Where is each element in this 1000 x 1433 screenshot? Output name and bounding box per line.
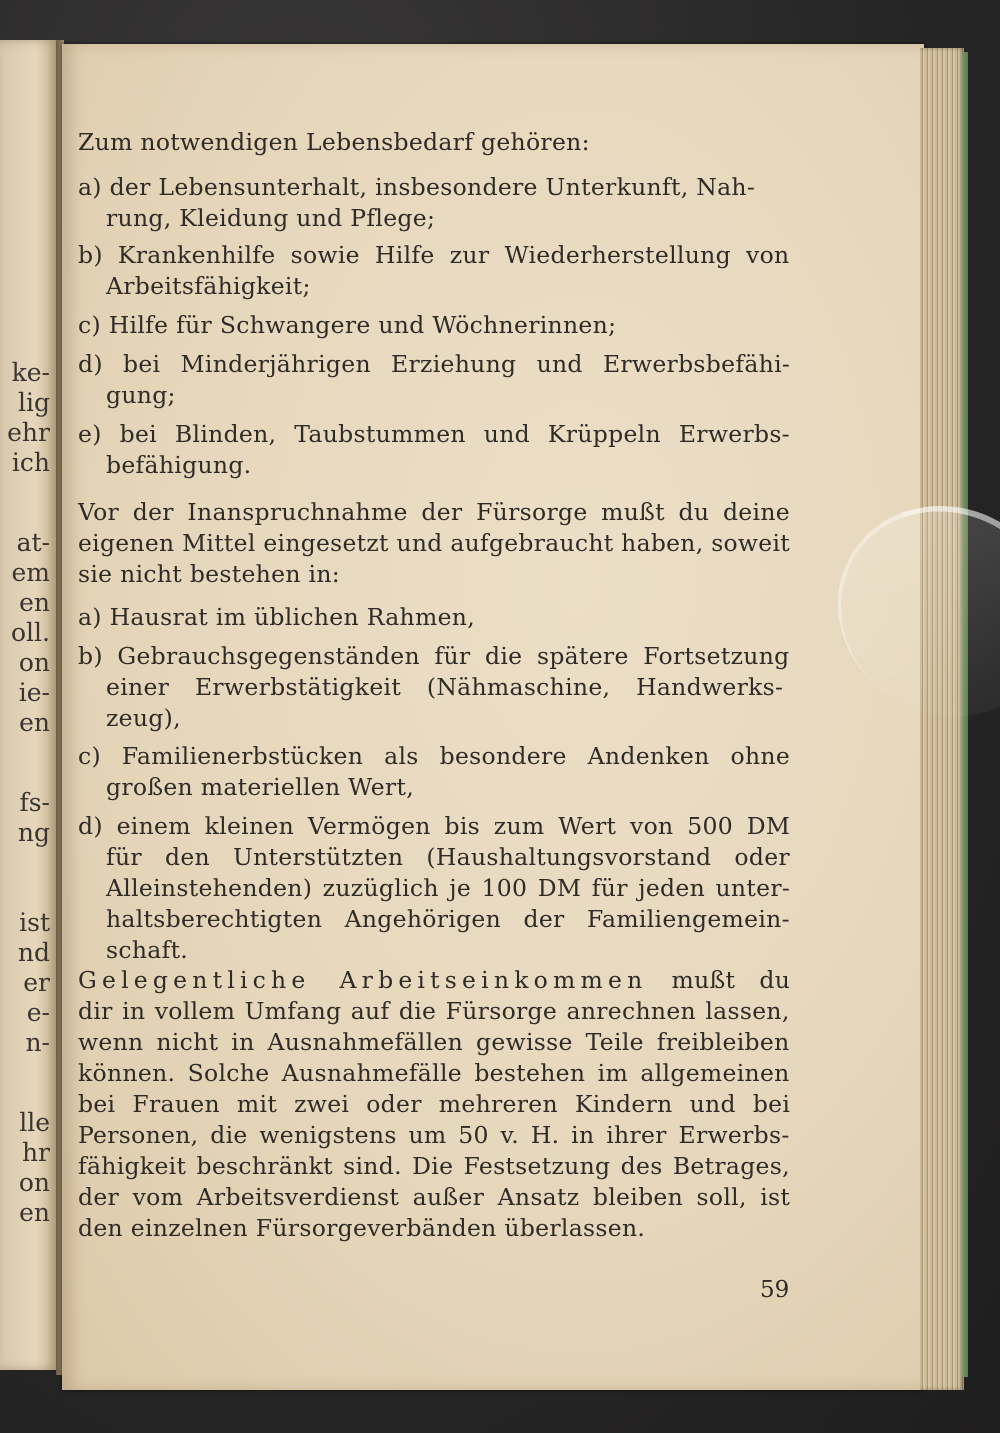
previous-page-text-fragment: ehr: [7, 418, 50, 447]
list2-d-line4: haltsberechtigten Angehörigen der Familiengemein-: [106, 905, 790, 933]
list1-a-line1: [78, 173, 790, 201]
emphasized-spaced-text: Gelegentliche Arbeitseinkommen: [78, 966, 648, 994]
list-marker: d): [78, 812, 103, 840]
list2-a-line1: [78, 603, 475, 631]
list1-d-line1: [78, 350, 790, 378]
previous-page-text-fragment: er: [23, 968, 50, 997]
para3-line1-rest: mußt du: [671, 966, 791, 994]
previous-page-text-fragment: en: [19, 1198, 50, 1227]
list1-e-line1: [78, 420, 790, 448]
list-marker: a): [78, 603, 102, 631]
previous-page-edge: [0, 40, 58, 1370]
list-text: Hilfe für Schwangere und Wöchnerinnen;: [108, 311, 617, 339]
previous-page-text-fragment: ng: [17, 818, 50, 847]
para2-line1: Vor der Inanspruchnahme der Fürsorge mußt du deine: [78, 498, 790, 526]
previous-page-text-fragment: on: [18, 1168, 50, 1197]
list1-e-line2: befähigung.: [106, 451, 252, 479]
list2-b-line3: zeug),: [106, 704, 181, 732]
list-text: bei Blinden, Taubstummen und Krüppeln Erwerbs-: [119, 420, 790, 448]
para2-line3: sie nicht bestehen in:: [78, 560, 340, 588]
previous-page-text-fragment: oll.: [11, 618, 50, 647]
list-marker: d): [78, 350, 103, 378]
previous-page-text-fragment: at-: [16, 528, 50, 557]
list-marker: b): [78, 241, 103, 269]
list2-d-line5: schaft.: [106, 936, 189, 964]
list-text: Krankenhilfe sowie Hilfe zur Wiederherstellung von: [117, 241, 790, 269]
list2-d-line1: [78, 812, 790, 840]
list-text: der Lebensunterhalt, insbesondere Unterkunft, Nah-: [109, 173, 756, 201]
previous-page-text-fragment: en: [19, 588, 50, 617]
list-marker: e): [78, 420, 102, 448]
previous-page-text-fragment: hr: [21, 1138, 50, 1167]
para3-line8: der vom Arbeitsverdienst außer Ansatz bleiben soll, ist: [78, 1183, 791, 1211]
previous-page-text-fragment: e-: [26, 998, 50, 1027]
para3-line1: [78, 966, 790, 994]
para2-line2: eigenen Mittel eingesetzt und aufgebraucht haben, soweit: [78, 529, 790, 557]
list-marker: b): [78, 642, 103, 670]
list-text: Gebrauchsgegenständen für die spätere Fortsetzung: [117, 642, 790, 670]
list2-c-line2: großen materiellen Wert,: [106, 773, 414, 801]
list2-b-line2: einer Erwerbstätigkeit (Nähmaschine, Handwerks-: [106, 673, 784, 701]
previous-page-text-fragment: fs-: [19, 788, 50, 817]
list1-b-line1: [78, 241, 790, 269]
para3-line9: den einzelnen Fürsorgeverbänden überlassen.: [78, 1214, 646, 1242]
list-text: bei Minderjährigen Erziehung und Erwerbsbefähi-: [122, 350, 791, 378]
para3-line6: Personen, die wenigstens um 50 v. H. in ihrer Erwerbs-: [78, 1121, 790, 1149]
previous-page-text-fragment: on: [18, 648, 50, 677]
previous-page-text-fragment: ie-: [18, 678, 50, 707]
previous-page-text-fragment: ist: [19, 908, 50, 937]
previous-page-text-fragment: n-: [25, 1028, 50, 1057]
previous-page-text-fragment: lle: [19, 1108, 50, 1137]
list-text: einem kleinen Vermögen bis zum Wert von 500 DM: [116, 812, 791, 840]
list-marker: c): [78, 742, 101, 770]
previous-page-text-fragment: nd: [17, 938, 50, 967]
list1-a-line2: rung, Kleidung und Pflege;: [106, 204, 436, 232]
list2-b-line1: [78, 642, 790, 670]
list2-d-line3: Alleinstehenden) zuzüglich je 100 DM für jeden unter-: [106, 874, 791, 902]
para3-line5: bei Frauen mit zwei oder mehreren Kindern und bei: [78, 1090, 791, 1118]
list-marker: c): [78, 311, 101, 339]
page-number: 59: [760, 1277, 790, 1303]
para3-line2: dir in vollem Umfang auf die Fürsorge anrechnen lassen,: [78, 997, 790, 1025]
intro-line: Zum notwendigen Lebensbedarf gehören:: [78, 128, 590, 156]
previous-page-text-fragment: lig: [18, 388, 50, 417]
previous-page-text-fragment: en: [19, 708, 50, 737]
list2-d-line2: für den Unterstützten (Haushaltungsvorstand oder: [106, 843, 790, 871]
para3-line7: fähigkeit beschränkt sind. Die Festsetzung des Betrages,: [78, 1152, 790, 1180]
list-marker: a): [78, 173, 102, 201]
previous-page-text-fragment: ich: [11, 448, 50, 477]
para3-line4: können. Solche Ausnahmefälle bestehen im allgemeinen: [78, 1059, 790, 1087]
para3-line3: wenn nicht in Ausnahmefällen gewisse Teile freibleiben: [78, 1028, 790, 1056]
list-text: Hausrat im üblichen Rahmen,: [109, 603, 475, 631]
previous-page-text-fragment: em: [11, 558, 50, 587]
list1-c-line1: [78, 311, 616, 339]
list1-b-line2: Arbeitsfähigkeit;: [106, 272, 311, 300]
previous-page-text-fragment: ke-: [11, 358, 50, 387]
list2-c-line1: [78, 742, 790, 770]
page-edges: [920, 48, 964, 1390]
list1-d-line2: gung;: [106, 381, 176, 409]
list-text: Familienerbstücken als besondere Andenken ohne: [121, 742, 791, 770]
